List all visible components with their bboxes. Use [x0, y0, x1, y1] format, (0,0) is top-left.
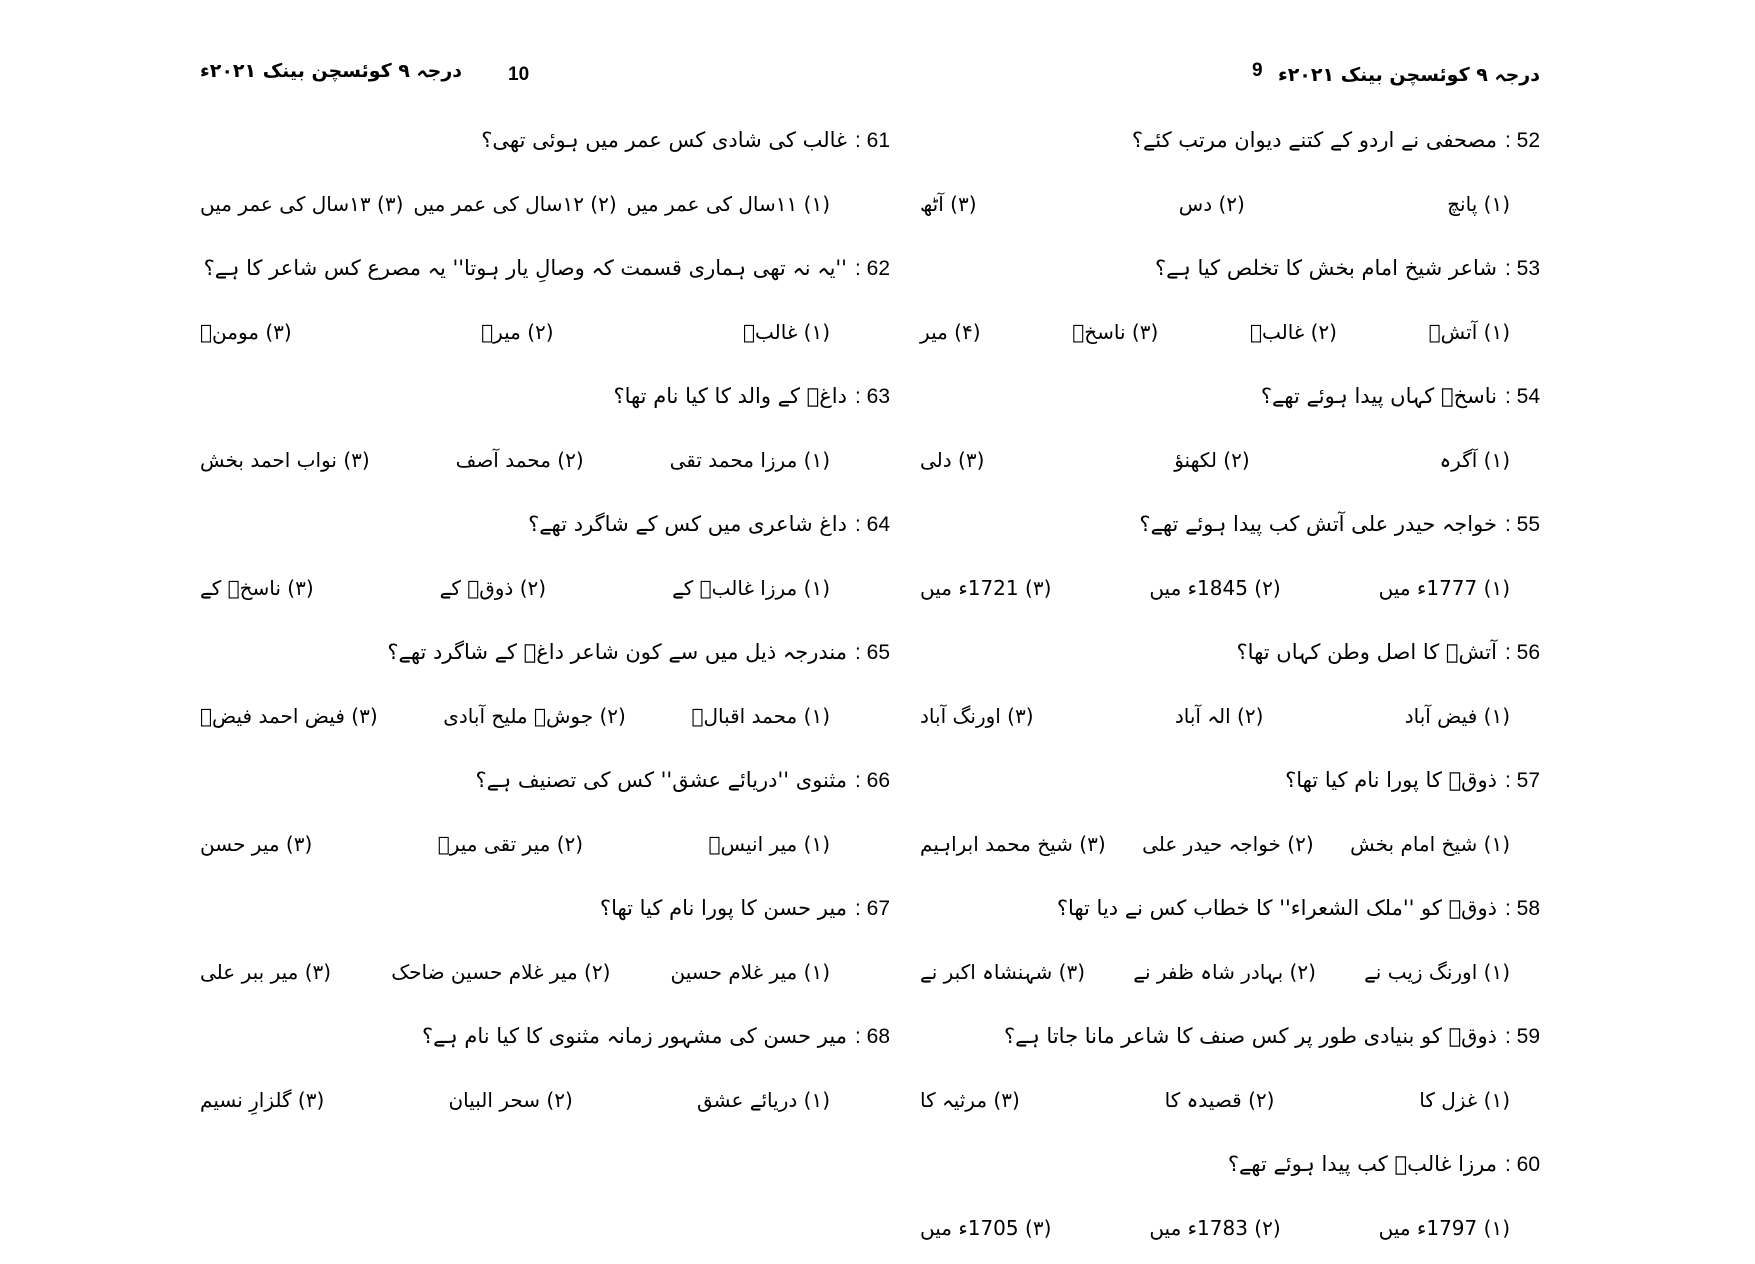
option-3: (۳) آٹھ — [920, 192, 977, 216]
option-3: (۳) گلزارِ نسیم — [200, 1088, 325, 1112]
question-text: میر حسن کا پورا نام کیا تھا؟ — [599, 896, 847, 920]
question-number: : 55 — [1504, 513, 1540, 536]
question-text: خواجہ حیدر علی آتش کب پیدا ہوئے تھے؟ — [1139, 512, 1497, 536]
question-number: : 52 — [1504, 129, 1540, 152]
options-row — [920, 168, 1540, 240]
option-1: (۱) پانچ — [1447, 192, 1510, 216]
question-text-row — [920, 1008, 1540, 1064]
option-2: (۲) لکھنؤ — [1174, 448, 1250, 472]
question-text: ذوقؔ کو ''ملک الشعراء'' کا خطاب کس نے دیا تھا؟ — [1056, 896, 1497, 920]
question-text-row — [920, 752, 1540, 808]
option-3: (۳) میر ببر علی — [200, 960, 332, 984]
option-3: (۳) نواب احمد بخش — [200, 448, 370, 472]
question-text: ذوقؔ کا پورا نام کیا تھا؟ — [1285, 768, 1497, 792]
option-2: (۲) دس — [1178, 192, 1245, 216]
question-number: : 62 — [854, 257, 890, 280]
option-1: (۱) 1777ء میں — [1378, 576, 1510, 600]
question-item — [200, 240, 890, 368]
option-2: (۲) الہ آباد — [1174, 704, 1264, 728]
question-text: مرزا غالبؔ کب پیدا ہوئے تھے؟ — [1227, 1152, 1497, 1176]
question-item — [920, 368, 1540, 496]
question-text-row — [200, 112, 890, 168]
option-3: (۳) اورنگ آباد — [920, 704, 1034, 728]
option-2: (۲) ۱۲سال کی عمر میں — [413, 192, 617, 216]
question-number: : 66 — [854, 769, 890, 792]
options-row — [920, 808, 1540, 880]
option-1: (۱) مرزا محمد تقی — [669, 448, 830, 472]
option-3: (۳) دلی — [920, 448, 985, 472]
option-3: (۳) مرثیہ کا — [920, 1088, 1020, 1112]
option-2: (۲) سحر البیان — [448, 1088, 573, 1112]
option-1: (۱) آگرہ — [1439, 448, 1510, 472]
question-text: میر حسن کی مشہور زمانہ مثنوی کا کیا نام ہے؟ — [421, 1024, 847, 1048]
option-3: (۳) مومنؔ — [200, 320, 292, 344]
question-item — [200, 624, 890, 752]
question-item — [920, 112, 1540, 240]
question-item — [200, 496, 890, 624]
question-number: : 65 — [854, 641, 890, 664]
options-row — [920, 936, 1540, 1008]
option-3: (۳) شیخ محمد ابراہیم — [920, 832, 1106, 856]
question-text-row — [200, 880, 890, 936]
question-item — [200, 880, 890, 1008]
question-text-row — [920, 880, 1540, 936]
option-2: (۲) قصیدہ کا — [1164, 1088, 1275, 1112]
header-title: درجہ ۹ کوئسچن بینک ۲۰۲۱ء — [200, 60, 463, 82]
page-number: 9 — [1252, 60, 1263, 81]
question-item — [200, 112, 890, 240]
option-2: (۲) میرؔ — [481, 320, 554, 344]
option-1: (۱) فیض آباد — [1404, 704, 1510, 728]
question-text: مندرجہ ذیل میں سے کون شاعر داغؔ کے شاگرد تھے؟ — [387, 640, 847, 664]
option-1: (۱) غالبؔ — [742, 320, 830, 344]
option-2: (۲) غالبؔ — [1249, 320, 1337, 344]
option-1: (۱) آتشؔ — [1428, 320, 1510, 344]
options-row — [200, 552, 890, 624]
question-item — [920, 1008, 1540, 1136]
question-text-row — [200, 624, 890, 680]
question-number: : 53 — [1504, 257, 1540, 280]
options-row — [200, 1064, 890, 1136]
question-item — [920, 880, 1540, 1008]
question-number: : 67 — [854, 897, 890, 920]
question-number: : 60 — [1504, 1153, 1540, 1176]
question-item — [920, 752, 1540, 880]
question-number: : 56 — [1504, 641, 1540, 664]
options-row — [920, 1192, 1540, 1264]
option-3: (۳) شہنشاہ اکبر نے — [920, 960, 1086, 984]
question-text: ناسخؔ کہاں پیدا ہوئے تھے؟ — [1260, 384, 1497, 408]
option-3: (۳) 1721ء میں — [920, 576, 1052, 600]
question-number: : 68 — [854, 1025, 890, 1048]
options-row — [920, 424, 1540, 496]
question-number: : 58 — [1504, 897, 1540, 920]
question-number: : 54 — [1504, 385, 1540, 408]
option-3: (۳) میر حسن — [200, 832, 313, 856]
question-text-row — [920, 496, 1540, 552]
option-1: (۱) میر غلام حسین — [670, 960, 830, 984]
options-row — [200, 424, 890, 496]
question-number: : 64 — [854, 513, 890, 536]
option-2: (۲) 1783ء میں — [1149, 1216, 1281, 1240]
question-text-row — [920, 368, 1540, 424]
option-1: (۱) غزل کا — [1419, 1088, 1510, 1112]
left-page — [200, 0, 890, 1240]
option-2: (۲) جوشؔ ملیح آبادی — [443, 704, 626, 728]
question-item — [200, 1008, 890, 1136]
option-2: (۲) ذوقؔ کے — [439, 576, 547, 600]
question-text: آتشؔ کا اصل وطن کہاں تھا؟ — [1236, 640, 1497, 664]
option-2: (۲) میر غلام حسین ضاحک — [391, 960, 611, 984]
option-2: (۲) میر تقی میرؔ — [437, 832, 584, 856]
question-text: مثنوی ''دریائے عشق'' کس کی تصنیف ہے؟ — [475, 768, 847, 792]
question-number: : 61 — [854, 129, 890, 152]
option-3: (۳) ناسخؔ — [1072, 320, 1159, 344]
options-row — [200, 168, 890, 240]
question-item — [920, 624, 1540, 752]
option-1: (۱) شیخ امام بخش — [1350, 832, 1510, 856]
options-row — [200, 808, 890, 880]
option-1: (۱) دریائے عشق — [696, 1088, 830, 1112]
question-list — [200, 112, 890, 1136]
question-text-row — [920, 112, 1540, 168]
question-text: غالب کی شادی کس عمر میں ہوئی تھی؟ — [481, 128, 847, 152]
question-text-row — [200, 368, 890, 424]
option-2: (۲) محمد آصف — [455, 448, 584, 472]
question-item — [200, 368, 890, 496]
question-text-row — [200, 752, 890, 808]
header-title: درجہ ۹ کوئسچن بینک ۲۰۲۱ء — [1277, 64, 1540, 86]
right-page-header — [920, 58, 1540, 98]
question-text: ''یہ نہ تھی ہماری قسمت کہ وصالِ یار ہوتا'' یہ مصرع کس شاعر کا ہے؟ — [203, 256, 847, 280]
options-row — [920, 1064, 1540, 1136]
option-1: (۱) میر انیسؔ — [708, 832, 830, 856]
right-page — [920, 0, 1540, 1240]
question-item — [200, 752, 890, 880]
question-text: شاعر شیخ امام بخش کا تخلص کیا ہے؟ — [1155, 256, 1497, 280]
question-text: ذوقؔ کو بنیادی طور پر کس صنف کا شاعر مانا جاتا ہے؟ — [1004, 1024, 1497, 1048]
option-1: (۱) محمد اقبالؔ — [691, 704, 830, 728]
question-number: : 57 — [1504, 769, 1540, 792]
option-1: (۱) اورنگ زیب نے — [1364, 960, 1510, 984]
option-2: (۲) خواجہ حیدر علی — [1142, 832, 1314, 856]
option-3: (۳) فیض احمد فیضؔ — [200, 704, 378, 728]
question-text: مصحفی نے اردو کے کتنے دیوان مرتب کئے؟ — [1131, 128, 1497, 152]
question-text-row — [200, 240, 890, 296]
option-1: (۱) ۱۱سال کی عمر میں — [626, 192, 830, 216]
question-text-row — [920, 240, 1540, 296]
question-text-row — [920, 624, 1540, 680]
question-text-row — [200, 1008, 890, 1064]
question-item — [920, 496, 1540, 624]
option-1: (۱) مرزا غالبؔ کے — [672, 576, 830, 600]
options-row — [920, 680, 1540, 752]
options-row — [200, 936, 890, 1008]
question-text: داغ شاعری میں کس کے شاگرد تھے؟ — [528, 512, 847, 536]
option-4: (۴) میر — [920, 320, 981, 344]
page-number: 10 — [508, 64, 530, 85]
question-item — [920, 1136, 1540, 1264]
left-page-header — [200, 58, 890, 98]
option-2: (۲) بہادر شاہ ظفر نے — [1133, 960, 1316, 984]
option-2: (۲) 1845ء میں — [1149, 576, 1281, 600]
question-list — [920, 112, 1540, 1264]
option-3: (۳) ناسخؔ کے — [200, 576, 314, 600]
question-text: داغؔ کے والد کا کیا نام تھا؟ — [613, 384, 847, 408]
question-text-row — [920, 1136, 1540, 1192]
options-row — [200, 680, 890, 752]
option-3: (۳) ۱۳سال کی عمر میں — [200, 192, 404, 216]
question-item — [920, 240, 1540, 368]
option-3: (۳) 1705ء میں — [920, 1216, 1052, 1240]
option-1: (۱) 1797ء میں — [1378, 1216, 1510, 1240]
options-row — [920, 552, 1540, 624]
question-number: : 63 — [854, 385, 890, 408]
options-row — [920, 296, 1540, 368]
question-number: : 59 — [1504, 1025, 1540, 1048]
question-text-row — [200, 496, 890, 552]
options-row — [200, 296, 890, 368]
